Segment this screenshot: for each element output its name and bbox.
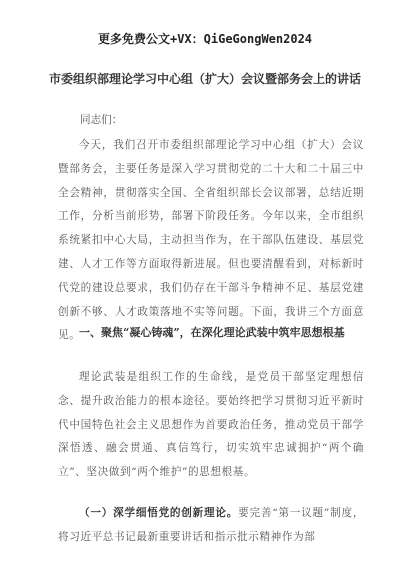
- document-title: 市委组织部理论学习中心组（扩大）会议暨部务会上的讲话: [48, 72, 361, 86]
- subsection-paragraph: [58, 502, 364, 550]
- section-heading-1: 一、聚焦“凝心铸魂”，在深化理论武装中筑牢思想根基: [79, 326, 345, 339]
- subsection-text: 要完善“第一议题”制度，将习近平总书记最新重要讲话和指示批示精神作为部: [58, 507, 365, 543]
- watermark-text: 更多免费公文+VX：QiGeGongWen2024: [97, 32, 313, 46]
- salutation: 同志们：: [80, 114, 123, 126]
- paragraph-theory: 理论武装是组织工作的生命线，是党员干部坚定理想信念、提升政治能力的根本途径。要始终把学习贯彻习近平新时代中国特色社会主义思想作为首要政治任务，推动党员干部学深悟透、融会贯通、真信笃行，切实筑牢忠诚拥护“两个确立”、坚决做到“两个维护”的思想根基。: [58, 371, 364, 479]
- subsection-heading-1: （一）深学细悟党的创新理论。: [79, 507, 239, 519]
- paragraph-intro: 今天，我们召开市委组织部理论学习中心组（扩大）会议暨部务会，主要任务是深入学习贯彻党的二十大和二十届三中全会精神，贯彻落实全国、全省组织部长会议部署，总结近期工作，分析当前形势，部署下阶段任务。今年以来，全市组织系统紧扣中心大局，主动担当作为，在干部队伍建设、基层党建、人才工作等方面取得新进展。但也要清醒看到，对标新时代党的建设总要求，我们仍存在干部斗争精神不足、基层党建创新不够、人才政策落地不实等问题。下面，我讲三个方面意见。: [58, 139, 364, 342]
